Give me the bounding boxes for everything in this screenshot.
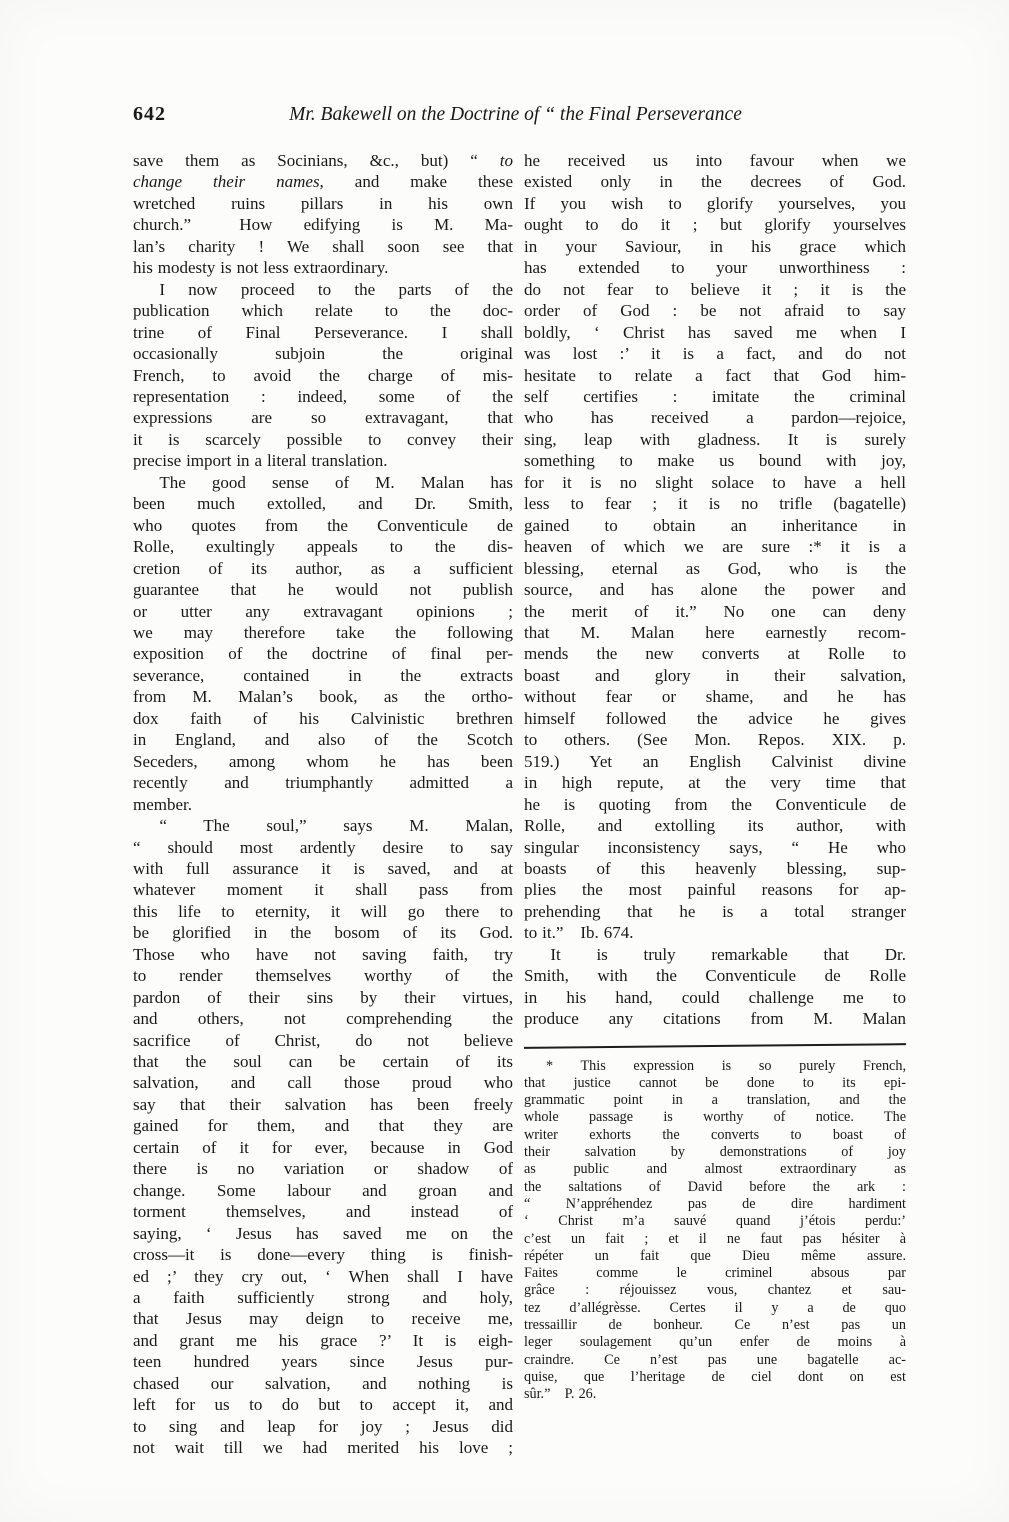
text-line: It is truly remarkable that Dr. [550,944,906,964]
text-line: from M. Malan’s book, as the ortho- [133,687,513,707]
text-line: who has received a pardon—rejoice, [524,408,906,428]
text-line: change. Some labour and groan and [133,1180,513,1200]
text-line: Seceders, among whom he has been [133,751,513,771]
text-line: guarantee that he would not publish [133,580,513,600]
text-line: precise import in a literal translation. [133,451,388,471]
text-line: that M. Malan here earnestly recom- [524,622,906,642]
text-line: tressaillir de bonheur. Ce n’est pas un [524,1317,906,1334]
text-line: do not fear to believe it ; it is the [524,279,906,299]
text-line: and grant me his grace ?’ It is eigh- [133,1330,513,1350]
text-line: their salvation by demonstrations of joy [524,1144,906,1161]
text-line: boasts of this heavenly blessing, sup- [524,858,906,878]
text-line: Rolle, and extolling its author, with [524,816,906,836]
text-line: his modesty is not less extraordinary. [133,258,389,278]
text-line: gained for them, and that they are [133,1116,513,1136]
text-line: boldly, ‘ Christ has saved me when I [524,322,906,342]
text-line: to sing and leap for joy ; Jesus did [133,1416,513,1436]
text-line: who quotes from the Conventicule de [133,515,513,535]
text-line: the merit of it.” No one can deny [524,601,906,621]
text-line: that justice cannot be done to its epi- [524,1074,906,1091]
right-text-column [524,150,906,1404]
text-line: left for us to do but to accept it, and [133,1395,513,1415]
text-line: writer exhorts the converts to boast of [524,1126,906,1143]
text-line: tez d’allégrèsse. Certes il y a de quo [524,1299,906,1316]
text-line: French, to avoid the charge of mis- [133,365,513,385]
text-line: If you wish to glorify yourselves, you [524,193,906,213]
text-line: representation : indeed, some of the [133,386,513,406]
text-line: as public and almost extraordinary as [524,1161,906,1178]
text-line: Those who have not saving faith, try [133,944,513,964]
text-line: in your Saviour, in his grace which [524,236,906,256]
text-line: dox faith of his Calvinistic brethren [133,708,513,728]
text-line: or utter any extravagant opinions ; [133,601,513,621]
text-line: say that their salvation has been freely [133,1094,513,1114]
text-line: he received us into favour when we [524,151,906,170]
text-line: he is quoting from the Conventicule de [524,794,906,814]
text-line: and others, not comprehending the [133,1009,513,1029]
text-line: the saltations of David before the ark : [524,1178,906,1195]
italic-text-segment: to [499,151,513,170]
page-header [133,103,905,126]
page-number: 642 [133,103,166,125]
text-line: ought to do it ; but glorify yourselves [524,215,906,235]
text-line: severance, contained in the extracts [133,665,513,685]
text-line: singular inconsistency says, “ He who [524,837,906,857]
text-line: cretion of its author, as a sufficient [133,558,513,578]
text-line: in England, and also of the Scotch [133,730,513,750]
text-line: heaven of which we are sure :* it is a [524,537,906,557]
text-line: wretched ruins pillars in his own [133,193,513,213]
text-line: salvation, and call those proud who [133,1073,513,1093]
text-segment: and make these [323,172,513,192]
text-line: grâce : réjouissez vous, chantez et sau- [524,1282,906,1299]
text-line: 519.) Yet an English Calvinist divine [524,751,906,771]
text-line: that the soul can be certain of its [133,1052,513,1072]
text-line: whole passage is worthy of notice. The [524,1109,906,1126]
text-line: ed ;’ they cry out, ‘ When shall I have [133,1266,513,1286]
text-line: existed only in the decrees of God. [524,172,906,192]
text-line: “ N’appréhendez pas de dire hardiment [524,1195,906,1212]
text-line: source, and has alone the power and [524,580,906,600]
text-line: been much extolled, and Dr. Smith, [133,494,513,514]
text-line: Rolle, exultingly appeals to the dis- [133,537,513,557]
text-line: craindre. Ce n’est pas une bagatelle ac- [524,1351,906,1368]
text-line: hesitate to relate a fact that God him- [524,365,906,385]
text-line: leger soulagement qu’un enfer de moins à [524,1334,906,1351]
text-line: self certifies : imitate the criminal [524,386,906,406]
text-line: that Jesus may deign to receive me, [133,1309,513,1329]
italic-text-segment: change their names, [133,172,324,192]
text-line: with full assurance it is saved, and at [133,858,513,878]
text-line: quise, que l’heritage de ciel dont on est [524,1368,906,1385]
text-line: less to fear ; it is no trifle (bagatelle) [524,494,906,514]
text-line: order of God : be not afraid to say [524,301,906,321]
text-line: be glorified in the bosom of its God. [133,923,513,943]
text-line: has extended to your unworthiness : [524,258,906,278]
text-line: in high repute, at the very time that [524,773,906,793]
text-line: sûr.” P. 26. [524,1386,597,1403]
text-line: “ The soul,” says M. Malan, [159,816,513,836]
text-line: without fear or shame, and he has [524,687,906,707]
text-line: member. [133,794,193,814]
text-line: to others. (See Mon. Repos. XIX. p. [524,730,906,750]
text-line: plies the most painful reasons for ap- [524,880,906,900]
text-line: not wait till we had merited his love ; [133,1438,513,1458]
text-line: this life to eternity, it will go there to [133,901,513,921]
text-line: trine of Final Perseverance. I shall [133,322,513,342]
text-line: cross—it is done—every thing is finish- [133,1245,513,1265]
text-line: sacrifice of Christ, do not believe [133,1030,513,1050]
text-line [133,171,513,192]
text-line: whatever moment it shall pass from [133,880,513,900]
text-line: expressions are so extravagant, that [133,408,513,428]
text-line: for it is no slight solace to have a hell [524,472,906,492]
text-line: to it.” Ib. 674. [524,923,634,943]
text-line: himself followed the advice he gives [524,708,906,728]
text-line: a faith sufficiently strong and holy, [133,1288,513,1308]
text-line: prehending that he is a total stranger [524,901,906,921]
text-line: produce any citations from M. Malan [524,1009,906,1029]
footnote-separator-rule [524,1043,906,1049]
text-line: Smith, with the Conventicule de Rolle [524,966,906,986]
text-line: répéter un fait que Dieu même assure. [524,1247,906,1264]
text-line: ‘ Christ m’a sauvé quand j’étois perdu:’ [524,1213,906,1230]
text-line: The good sense of M. Malan has [159,472,513,492]
text-line: torment themselves, and instead of [133,1202,513,1222]
text-segment: save them as Socinians, &c., but) “ [133,151,500,170]
text-line: we may therefore take the following [133,622,513,642]
text-line: occasionally subjoin the original [133,344,513,364]
text-line: chased our salvation, and nothing is [133,1373,513,1393]
text-line: * This expression is so purely French, [546,1057,906,1074]
text-line: pardon of their sins by their virtues, [133,987,513,1007]
text-line: church.” How edifying is M. Ma- [133,215,513,235]
text-line: teen hundred years since Jesus pur- [133,1352,513,1372]
text-line: c’est un fait ; et il ne faut pas hésiter à [524,1230,906,1247]
text-line: certain of it for ever, because in God [133,1137,513,1157]
text-line: publication which relate to the doc- [133,301,513,321]
right-column-main-text [524,150,906,1030]
text-line: Faites comme le criminel absous par [524,1265,906,1282]
left-text-column [133,150,513,1459]
text-line: it is scarcely possible to convey their [133,429,513,449]
text-line: something to make us bound with joy, [524,451,906,471]
text-line: gained to obtain an inheritance in [524,515,906,535]
text-line: lan’s charity ! We shall soon see that [133,236,513,256]
text-line: boast and glory in their salvation, [524,665,906,685]
text-line: grammatic point in a translation, and the [524,1092,906,1109]
text-line: saying, ‘ Jesus has saved me on the [133,1223,513,1243]
text-line: there is no variation or shadow of [133,1159,513,1179]
text-line: blessing, eternal as God, who is the [524,558,906,578]
text-line [133,150,513,171]
text-line: to render themselves worthy of the [133,966,513,986]
text-line: was lost :’ it is a fact, and do not [524,344,906,364]
text-line: I now proceed to the parts of the [159,279,513,299]
text-line: mends the new converts at Rolle to [524,644,906,664]
text-line: exposition of the doctrine of final per- [133,644,513,664]
text-line: “ should most ardently desire to say [133,837,513,857]
text-line: in his hand, could challenge me to [524,987,906,1007]
footnote [524,1058,906,1404]
running-title: Mr. Bakewell on the Doctrine of “ the Final Perseverance [289,104,742,125]
text-line: recently and triumphantly admitted a [133,773,513,793]
text-line: sing, leap with gladness. It is surely [524,429,906,449]
